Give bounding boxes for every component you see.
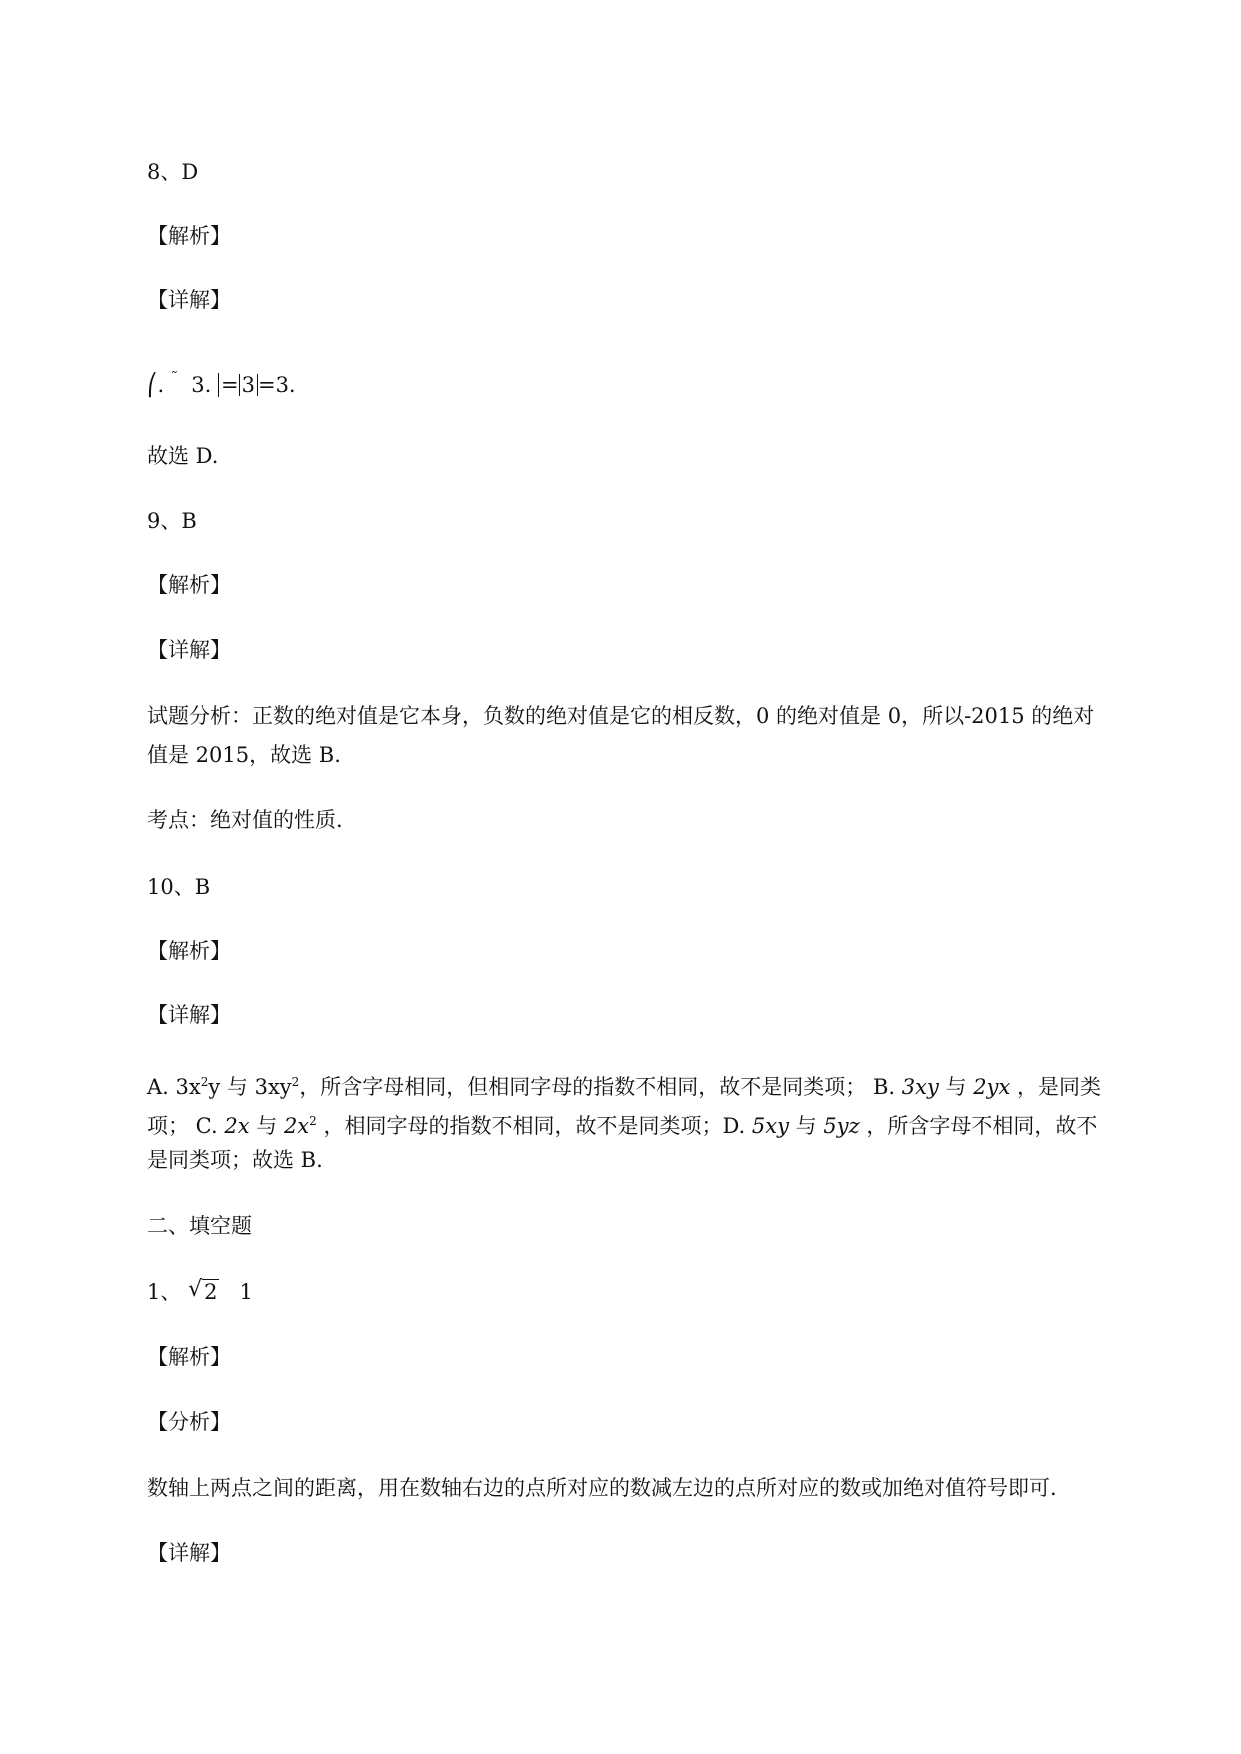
f1-number-prefix: 1、 bbox=[147, 1280, 182, 1304]
q10-text-c4: ，相同字母的指数不相同，故不是同类项；D. bbox=[316, 1114, 752, 1138]
radical-icon: √ bbox=[188, 1277, 203, 1302]
q10-math-5xy: 5xy bbox=[751, 1114, 789, 1138]
f1-sqrt bbox=[188, 1278, 219, 1306]
q8-eq-dot1: . bbox=[157, 373, 165, 397]
q10-para-line3: 是同类项；故选 B. bbox=[147, 1148, 323, 1172]
section2-title: 二、填空题 bbox=[147, 1214, 252, 1238]
q10-math-2yx: 2yx bbox=[973, 1075, 1011, 1099]
q10-xiangjie-label: 【详解】 bbox=[147, 1003, 231, 1027]
f1-fenxi-label: 【分析】 bbox=[147, 1410, 231, 1434]
q10-math-5yz: 5yz bbox=[823, 1114, 860, 1138]
q8-equation bbox=[147, 364, 296, 399]
q10-text-d2: 与 bbox=[789, 1114, 824, 1138]
q9-xiangjie-label: 【详解】 bbox=[147, 638, 231, 662]
q8-jiexi-label: 【解析】 bbox=[147, 224, 231, 248]
q10-text-a3: ，所含字母相同，但相同字母的指数不相同，故不是同类项； B. bbox=[299, 1075, 902, 1099]
q10-text-a2: y 与 3xy bbox=[208, 1075, 292, 1099]
q10-para-line2 bbox=[147, 1107, 1097, 1140]
q10-math-3xy: 3xy bbox=[901, 1075, 939, 1099]
q10-jiexi-label: 【解析】 bbox=[147, 939, 231, 963]
f1-analysis: 数轴上两点之间的距离，用在数轴右边的点所对应的数减左边的点所对应的数或加绝对值符号即可. bbox=[147, 1476, 1057, 1500]
q10-answer: 10、B bbox=[147, 875, 211, 899]
q8-eq-abs: 3 bbox=[239, 374, 258, 396]
q8-eq-tilde: ˜ bbox=[170, 370, 178, 386]
f1-answer bbox=[147, 1278, 253, 1306]
f1-xiangjie-label: 【详解】 bbox=[147, 1541, 231, 1565]
q10-sup-c3: 2 bbox=[309, 1114, 317, 1128]
q10-text-b2: 与 bbox=[938, 1075, 974, 1099]
q10-sup-a2: 2 bbox=[291, 1075, 300, 1089]
q8-xiangjie-label: 【详解】 bbox=[147, 288, 231, 312]
q10-text-b4: ，是同类 bbox=[1010, 1075, 1101, 1099]
q8-eq-paren: ⎛ bbox=[147, 373, 158, 397]
q8-eq-three: 3 bbox=[191, 373, 205, 397]
q8-answer: 8、D bbox=[147, 160, 199, 184]
f1-jiexi-label: 【解析】 bbox=[147, 1345, 231, 1369]
q10-math-2x: 2x bbox=[224, 1114, 250, 1138]
q8-eq-equals: = bbox=[218, 373, 239, 397]
q10-sup-a1: 2 bbox=[200, 1075, 209, 1089]
q9-analysis-line1: 试题分析：正数的绝对值是它本身，负数的绝对值是它的相反数，0 的绝对值是 0，所以-2015 的绝对 bbox=[147, 704, 1095, 728]
q8-eq-dot2: . bbox=[204, 373, 212, 397]
q10-text-c2: 与 bbox=[249, 1114, 284, 1138]
q9-analysis-line2: 值是 2015，故选 B. bbox=[147, 743, 341, 767]
q9-kaodian: 考点：绝对值的性质. bbox=[147, 808, 343, 832]
q8-eq-result: =3. bbox=[257, 373, 296, 397]
q10-math-2x2: 2x bbox=[283, 1114, 310, 1138]
q9-jiexi-label: 【解析】 bbox=[147, 573, 231, 597]
q10-text-a1: A. 3x bbox=[147, 1075, 201, 1099]
q10-para-line1 bbox=[147, 1068, 1101, 1101]
q10-text-c0: 项； C. bbox=[147, 1114, 225, 1138]
q10-text-d4: ，所含字母不相同，故不 bbox=[859, 1114, 1098, 1138]
q8-conclusion: 故选 D. bbox=[147, 444, 219, 468]
q9-answer: 9、B bbox=[147, 509, 197, 533]
f1-sqrt-value: 2 bbox=[204, 1280, 218, 1304]
f1-number-suffix: 1 bbox=[239, 1280, 253, 1304]
